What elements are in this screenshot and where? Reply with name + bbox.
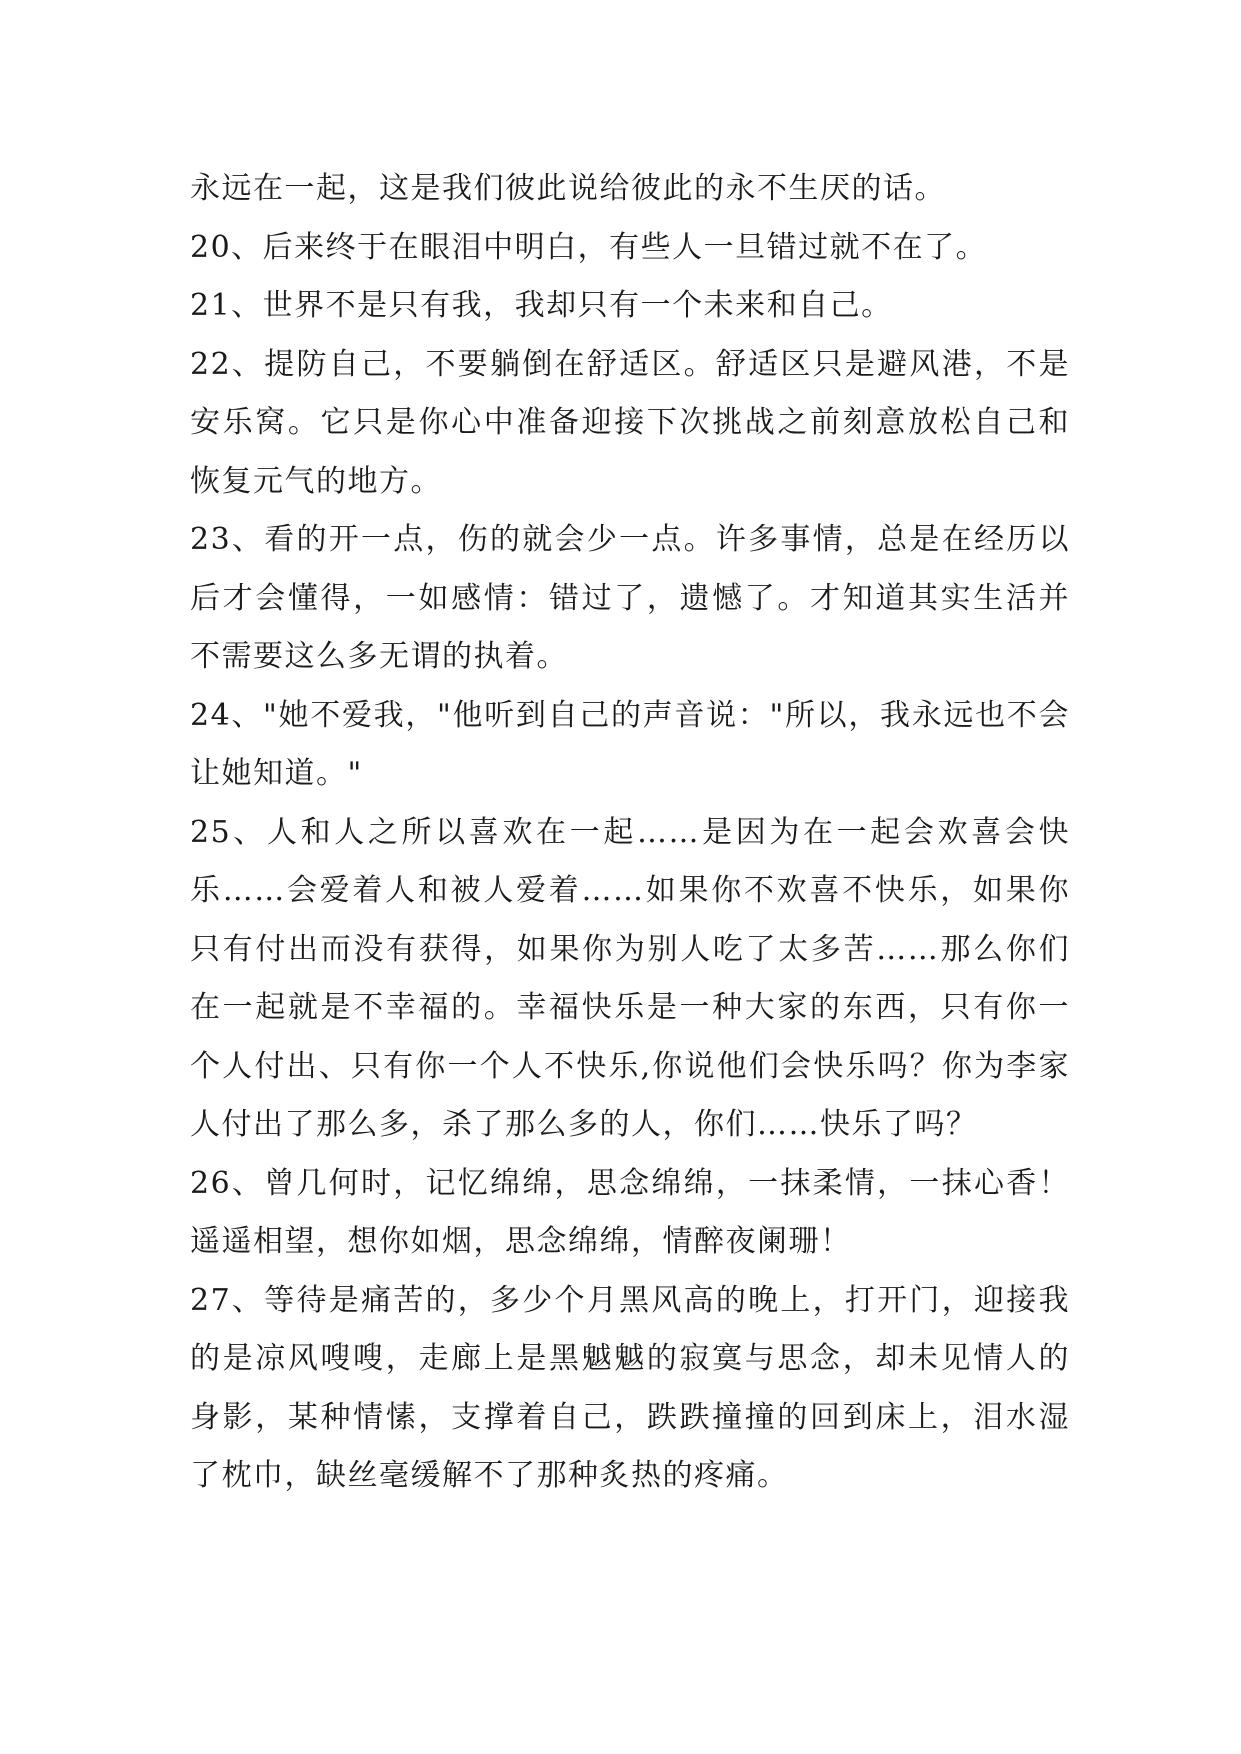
paragraph-26: 26、曾几何时，记忆绵绵，思念绵绵，一抹柔情，一抹心香！遥遥相望，想你如烟，思念绵绵，情醉夜阑珊！ <box>190 1165 1070 1259</box>
paragraph-20: 20、后来终于在眼泪中明白，有些人一旦错过就不在了。 <box>190 229 988 265</box>
paragraph-27: 27、等待是痛苦的，多少个月黑风高的晚上，打开门，迎接我的是凉风嗖嗖，走廊上是黑魆魆的寂寞与思念，却未见情人的身影，某种情愫，支撑着自己，跌跌撞撞的回到床上，泪水湿了枕巾，缺丝毫缓解不了那种炙热的疼痛。 <box>190 1282 1070 1493</box>
paragraph-continuation: 永远在一起，这是我们彼此说给彼此的永不生厌的话。 <box>190 171 946 206</box>
paragraph-25: 25、人和人之所以喜欢在一起……是因为在一起会欢喜会快乐……会爱着人和被人爱着……如果你不欢喜不快乐，如果你只有付出而没有获得，如果你为别人吃了太多苦……那么你们在一起就是不幸福的。幸福快乐是一种大家的东西，只有你一个人付出、只有你一个人不快乐,你说他们会快乐吗？你为李家人付出了那么多，杀了那么多的人，你们……快乐了吗？ <box>190 814 1070 1142</box>
paragraph-23: 23、看的开一点，伤的就会少一点。许多事情，总是在经历以后才会懂得，一如感情：错过了，遗憾了。才知道其实生活并不需要这么多无谓的执着。 <box>190 522 1070 674</box>
paragraph-24: 24、"她不爱我，"他听到自己的声音说："所以，我永远也不会让她知道。" <box>190 697 1070 791</box>
paragraph-21: 21、世界不是只有我，我却只有一个未来和自己。 <box>190 288 893 323</box>
document-page <box>190 160 1070 1506</box>
paragraph-22: 22、提防自己，不要躺倒在舒适区。舒适区只是避风港，不是安乐窝。它只是你心中准备迎接下次挑战之前刻意放松自己和恢复元气的地方。 <box>190 346 1070 499</box>
